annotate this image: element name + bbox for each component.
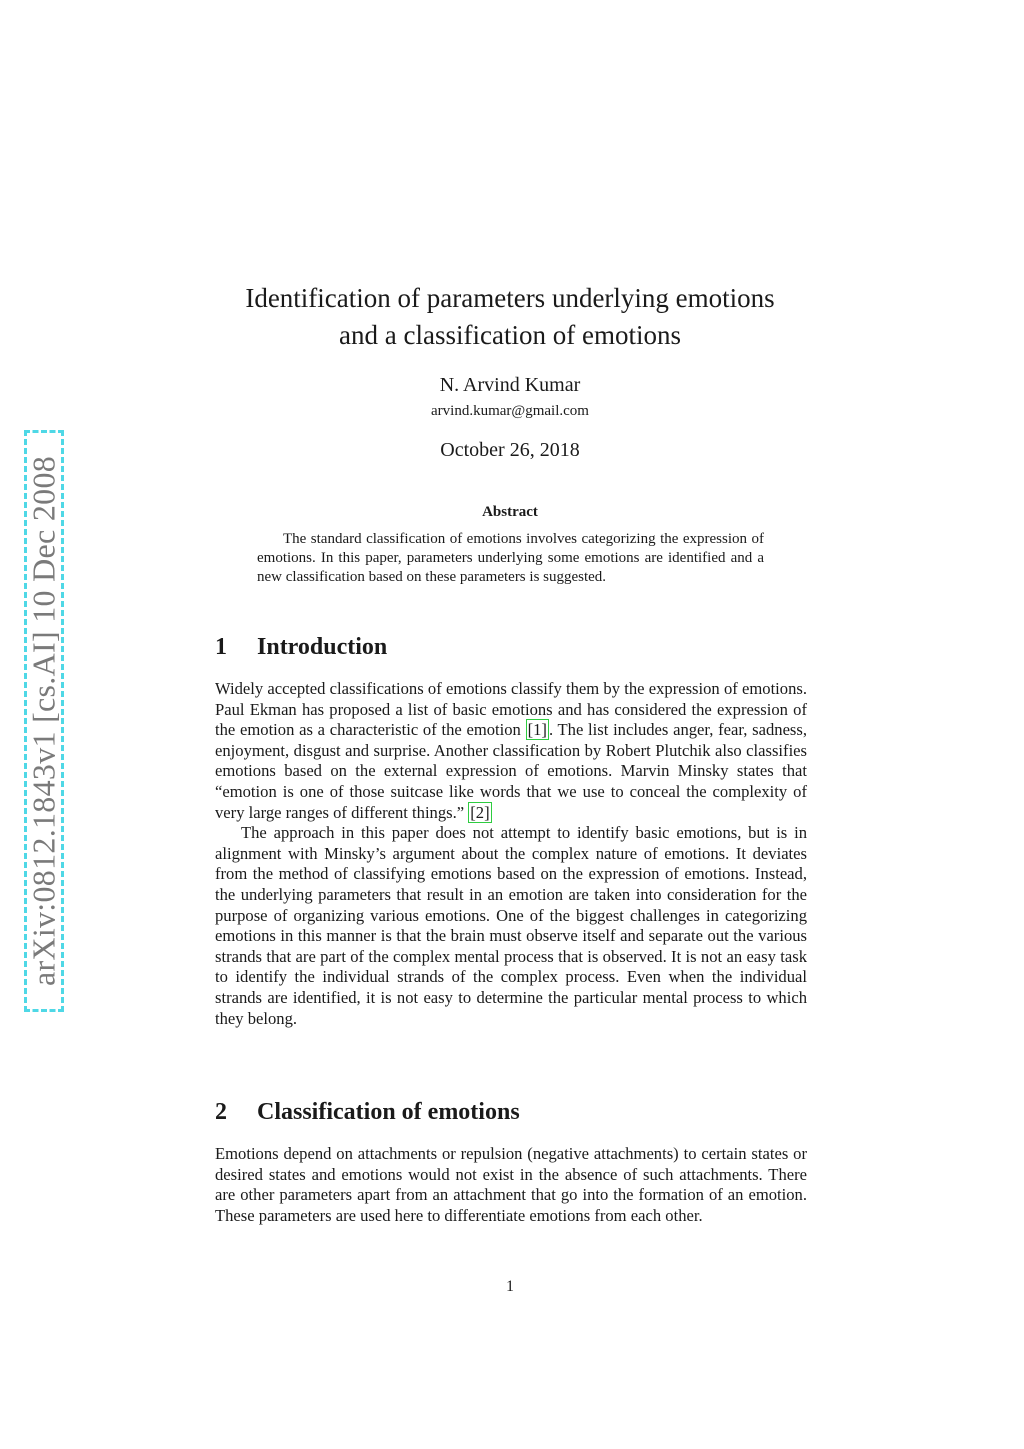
citation-link-2[interactable]: [2] xyxy=(470,802,490,822)
intro-p1-text-b: . The list includes anger, fear, sadness, enjoyment, disgust and surprise. Another classification by Robert Plutchik also classifies emotions based on the external expression of emotions. Marvin Minsky states that “emotion is one of those suitcase like words that we use to conceal the complexity of very large ranges of different things.” xyxy=(215,720,807,822)
citation-link-1[interactable]: [1] xyxy=(527,720,547,740)
section-1-heading xyxy=(215,634,815,661)
section-1-title: Introduction xyxy=(257,634,388,660)
section-2-title: Classification of emotions xyxy=(257,1099,520,1125)
abstract-heading: Abstract xyxy=(482,504,538,520)
paper-title-line-2: and a classification of emotions xyxy=(339,320,681,350)
arxiv-stamp xyxy=(24,430,64,1012)
paper-title-line-1: Identification of parameters underlying emotions xyxy=(245,283,775,313)
classification-body xyxy=(215,1144,807,1226)
introduction-paragraph-2: The approach in this paper does not attempt to identify basic emotions, but is in alignment with Minsky’s argument about the complex nature of emotions. It deviates from the method of classifying emotions based on the expression of emotions. Instead, the underlying parameters that result in an emotion are taken into consideration for the purpose of organizing various emotions. One of the biggest challenges in categorizing emotions in this manner is that the brain must observe itself and separate out the various strands that are part of the complex mental process that is observed. It is not an easy task to identify the individual strands of the complex process. Even when the individual strands are identified, it is not easy to determine the particular mental process to which they belong. xyxy=(215,823,807,1028)
paper-title xyxy=(160,280,860,354)
paper-date: October 26, 2018 xyxy=(440,439,580,461)
page-number: 1 xyxy=(506,1278,514,1295)
abstract-text: The standard classification of emotions involves categorizing the expression of emotions. In this paper, parameters underlying some emotions are identified and a new classification based on these parameters is suggested. xyxy=(257,531,764,585)
introduction-body xyxy=(215,679,807,1029)
arxiv-stamp-text: arXiv:0812.1843v1 [cs.AI] 10 Dec 2008 xyxy=(25,455,62,987)
author-email: arvind.kumar@gmail.com xyxy=(431,403,589,419)
section-2-heading xyxy=(215,1099,815,1126)
introduction-paragraph-1 xyxy=(215,679,807,823)
author-name: N. Arvind Kumar xyxy=(439,374,581,396)
classification-paragraph-1: Emotions depend on attachments or repulsion (negative attachments) to certain states or desired states and emotions would not exist in the absence of such attachments. There are other parameters apart from an attachment that go into the formation of an emotion. These parameters are used here to differentiate emotions from each other. xyxy=(215,1144,807,1225)
section-1-number: 1 xyxy=(215,634,227,660)
section-2-number: 2 xyxy=(215,1099,227,1125)
intro-p1-text-a: Widely accepted classifications of emotions classify them by the expression of emotions. Paul Ekman has proposed a list of basic emotions and has considered the expression of the emotion as a characteristic of the emotion xyxy=(215,679,807,740)
